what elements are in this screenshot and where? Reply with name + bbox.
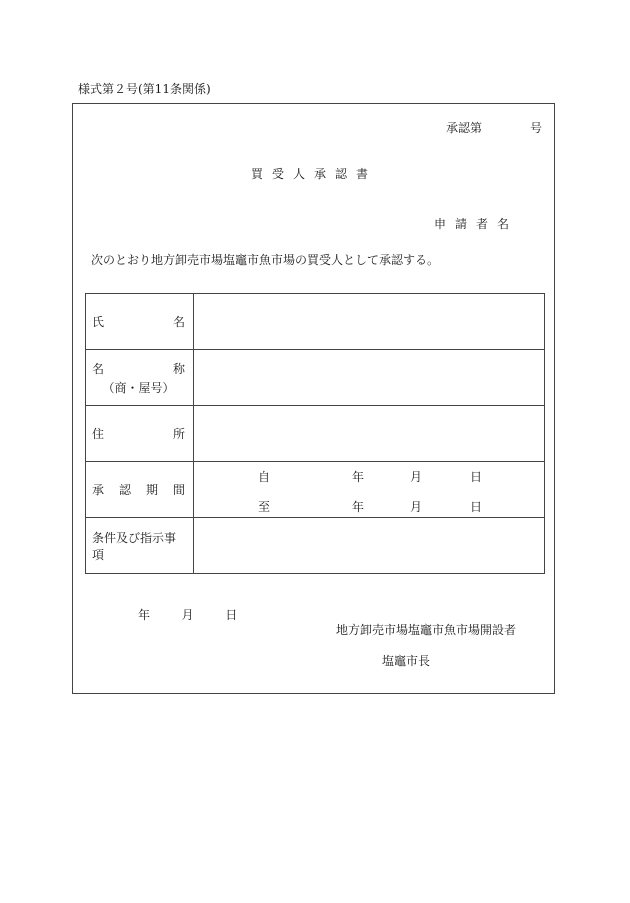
conditions-value-cell[interactable] bbox=[194, 518, 545, 574]
period-from-marker: 自 bbox=[258, 470, 271, 484]
period-from-month: 月 bbox=[410, 470, 423, 484]
table-row-title bbox=[86, 350, 545, 406]
name-label-first: 氏 bbox=[92, 315, 105, 329]
table-row-name bbox=[86, 294, 545, 350]
title-value-cell[interactable] bbox=[194, 350, 545, 406]
period-to-year: 年 bbox=[352, 500, 365, 514]
address-label-cell bbox=[86, 406, 194, 462]
name-label-cell bbox=[86, 294, 194, 350]
title-label-cell bbox=[86, 350, 194, 406]
approval-number-suffix: 号 bbox=[530, 121, 543, 135]
title-label-second: 称 bbox=[172, 361, 185, 376]
name-value-cell[interactable] bbox=[194, 294, 545, 350]
issuer-name: 地方卸売市場塩竈市魚市場開設者 bbox=[336, 623, 517, 637]
title-label-first: 名 bbox=[92, 361, 105, 376]
address-label-first: 住 bbox=[92, 427, 105, 441]
period-label-char: 期 bbox=[145, 483, 158, 497]
approval-number-prefix: 承認第 bbox=[446, 121, 483, 135]
name-label-second: 名 bbox=[172, 315, 185, 329]
period-label-char: 間 bbox=[172, 483, 185, 497]
period-label-char: 認 bbox=[118, 483, 131, 497]
form-number-label: 様式第２号(第11条関係) bbox=[78, 82, 211, 96]
issue-date-day: 日 bbox=[225, 608, 238, 622]
period-label-cell bbox=[86, 462, 194, 518]
period-label-char: 承 bbox=[92, 483, 105, 497]
intro-text: 次のとおり地方卸売市場塩竈市魚市場の買受人として承認する。 bbox=[91, 253, 440, 267]
conditions-label-cell bbox=[86, 518, 194, 574]
conditions-label: 条件及び指示事項 bbox=[92, 530, 177, 562]
issue-date bbox=[138, 606, 237, 623]
period-to-marker: 至 bbox=[258, 500, 271, 514]
table-row-period bbox=[86, 462, 545, 518]
mayor-title: 塩竈市長 bbox=[382, 654, 431, 668]
address-value-cell[interactable] bbox=[194, 406, 545, 462]
period-to-day: 日 bbox=[470, 500, 483, 514]
table-row-conditions bbox=[86, 518, 545, 574]
issue-date-year: 年 bbox=[138, 608, 151, 622]
period-from-year: 年 bbox=[352, 470, 365, 484]
period-from-day: 日 bbox=[470, 470, 483, 484]
period-value-cell[interactable] bbox=[194, 462, 545, 518]
period-to-month: 月 bbox=[410, 500, 423, 514]
title-sublabel: （商・屋号） bbox=[102, 380, 175, 395]
document-title: 買受人承認書 bbox=[251, 167, 378, 181]
applicant-name-label: 申請者名 bbox=[434, 217, 519, 231]
address-label-second: 所 bbox=[172, 427, 185, 441]
info-table bbox=[85, 293, 545, 574]
table-row-address bbox=[86, 406, 545, 462]
issue-date-month: 月 bbox=[181, 608, 194, 622]
